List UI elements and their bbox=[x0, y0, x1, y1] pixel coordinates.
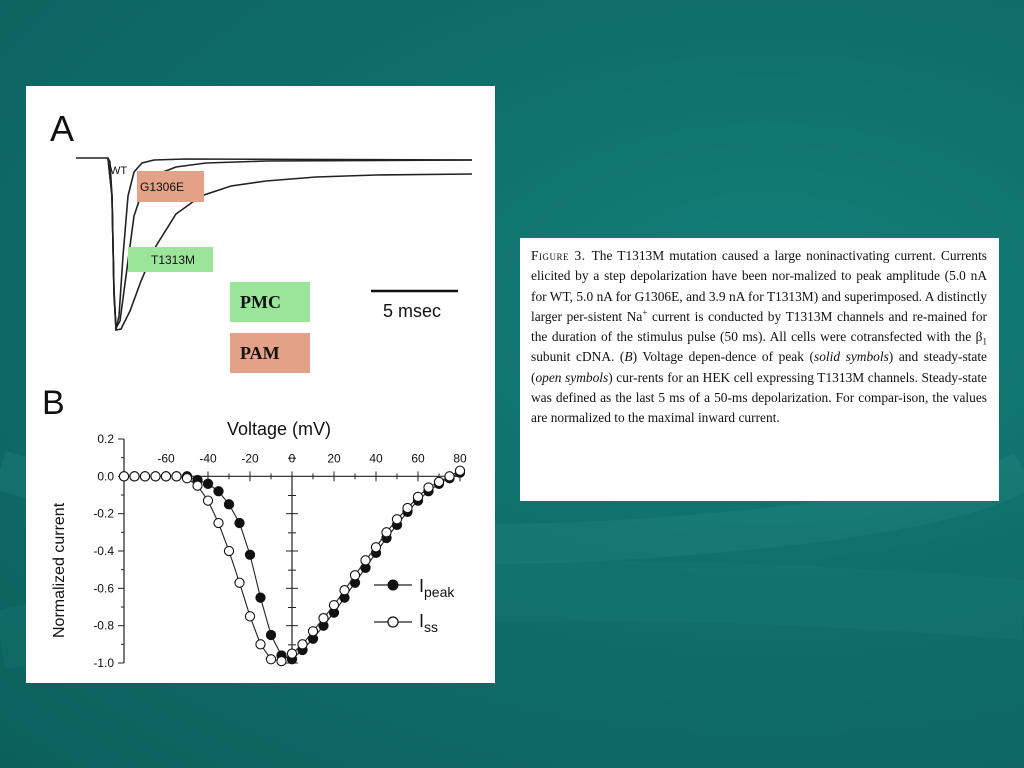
data-point-ipeak bbox=[224, 500, 233, 509]
caption-italic: open symbols bbox=[535, 369, 609, 385]
data-point-iss bbox=[245, 612, 254, 621]
y-axis-label: Normalized current bbox=[51, 502, 68, 638]
caption-italic: solid symbols bbox=[814, 349, 889, 365]
scale-bar-label: 5 msec bbox=[383, 301, 442, 321]
y-tick-label: -0.8 bbox=[93, 618, 114, 633]
chart-title: Voltage (mV) bbox=[227, 419, 332, 439]
figure-svg bbox=[26, 86, 495, 683]
legend bbox=[374, 576, 455, 635]
data-point-iss bbox=[413, 492, 422, 501]
data-point-iss bbox=[424, 483, 433, 492]
x-tick-label: -20 bbox=[241, 451, 259, 466]
caption-italic: B bbox=[624, 349, 633, 365]
caption-text: ) Voltage depen-dence of peak ( bbox=[632, 349, 814, 365]
data-point-iss bbox=[329, 601, 338, 610]
data-point-iss bbox=[235, 578, 244, 587]
data-point-iss bbox=[119, 472, 128, 481]
x-tick-label: 40 bbox=[369, 451, 383, 466]
data-point-iss bbox=[287, 649, 296, 658]
data-point-iss bbox=[140, 472, 149, 481]
data-point-iss bbox=[392, 515, 401, 524]
y-tick-label: 0.2 bbox=[97, 432, 114, 446]
trace-label-wt: WT bbox=[110, 165, 128, 177]
data-point-iss bbox=[350, 571, 359, 580]
data-point-iss bbox=[256, 640, 265, 649]
pmc-badge: PMC bbox=[230, 282, 310, 322]
y-tick-label: 0.0 bbox=[97, 469, 114, 484]
caption-text: current is conducted by T1313M channels and re-mained for the duration of the stimulus pulse (50 ms). All cells were cotransfected with the β bbox=[531, 308, 987, 345]
data-point-ipeak bbox=[266, 630, 275, 639]
x-tick-label: 80 bbox=[453, 451, 467, 466]
data-point-iss bbox=[224, 546, 233, 555]
caption-text: ) cur-rents for an HEK cell expressing T1313M channels. Steady-state was defined as the last 5 ms of a 50-ms depolarization. For compar-ison, the values are normalized to the maximal inward current. bbox=[531, 369, 987, 426]
data-point-iss bbox=[182, 474, 191, 483]
data-point-iss bbox=[161, 472, 170, 481]
legend-ss-label: $I_{ss}$ bbox=[419, 611, 439, 635]
data-point-iss bbox=[193, 481, 202, 490]
x-tick-label: -40 bbox=[199, 451, 217, 466]
data-point-iss bbox=[361, 556, 370, 565]
caption-text: subunit cDNA. ( bbox=[531, 349, 625, 365]
caption-figure-label: Figure 3. bbox=[531, 248, 586, 263]
data-point-iss bbox=[214, 518, 223, 527]
x-tick-label: 20 bbox=[327, 451, 341, 466]
data-point-iss bbox=[298, 640, 307, 649]
data-point-iss bbox=[203, 496, 212, 505]
legend-peak-marker bbox=[388, 580, 398, 590]
pam-badge: PAM bbox=[230, 333, 310, 373]
data-point-iss bbox=[403, 503, 412, 512]
data-point-iss bbox=[382, 528, 391, 537]
data-point-ipeak bbox=[245, 550, 254, 559]
legend-ss-marker bbox=[388, 617, 398, 627]
data-point-iss bbox=[319, 614, 328, 623]
figure-caption bbox=[520, 238, 999, 501]
data-point-iss bbox=[172, 472, 181, 481]
caption-text: The T1313M mutation caused a large noninactivating current. Currents elicited by a step depolarization have been nor-malized to peak amplitude (5.0 nA for WT, 5.0 nA for G1306E, and 3.9 nA for T1313M) and superimposed. A distinctly larger per-sistent Na bbox=[531, 248, 987, 324]
data-point-iss bbox=[308, 627, 317, 636]
data-point-iss bbox=[434, 477, 443, 486]
data-point-ipeak bbox=[203, 479, 212, 488]
data-point-iss bbox=[151, 472, 160, 481]
caption-sup: + bbox=[642, 307, 648, 318]
x-tick-label: 0 bbox=[288, 451, 296, 466]
panel-b-label: B bbox=[42, 384, 65, 422]
caption-sub: 1 bbox=[982, 336, 987, 347]
y-tick-label: -0.6 bbox=[93, 581, 114, 596]
x-tick-label: 60 bbox=[411, 451, 425, 466]
data-point-iss bbox=[130, 472, 139, 481]
panel-a-label: A bbox=[50, 108, 75, 149]
trace-label-t1313m: T1313M bbox=[151, 253, 196, 267]
data-point-iss bbox=[340, 586, 349, 595]
chart-layer bbox=[93, 432, 467, 670]
x-tick-label: -60 bbox=[157, 451, 175, 466]
legend-peak-label: $I_{peak}$ bbox=[419, 576, 455, 600]
data-point-ipeak bbox=[214, 487, 223, 496]
data-point-ipeak bbox=[256, 593, 265, 602]
y-tick-label: -0.2 bbox=[93, 506, 114, 521]
data-point-iss bbox=[266, 655, 275, 664]
caption-text: ) and steady-state ( bbox=[531, 349, 987, 385]
figure-panel bbox=[26, 86, 495, 683]
data-point-iss bbox=[277, 657, 286, 666]
y-tick-label: -1.0 bbox=[93, 656, 114, 670]
y-tick-label: -0.4 bbox=[93, 544, 114, 558]
data-point-iss bbox=[445, 472, 454, 481]
data-point-ipeak bbox=[235, 518, 244, 527]
trace-label-g1306e: G1306E bbox=[140, 180, 185, 194]
data-point-iss bbox=[371, 543, 380, 552]
data-point-iss bbox=[455, 466, 464, 475]
